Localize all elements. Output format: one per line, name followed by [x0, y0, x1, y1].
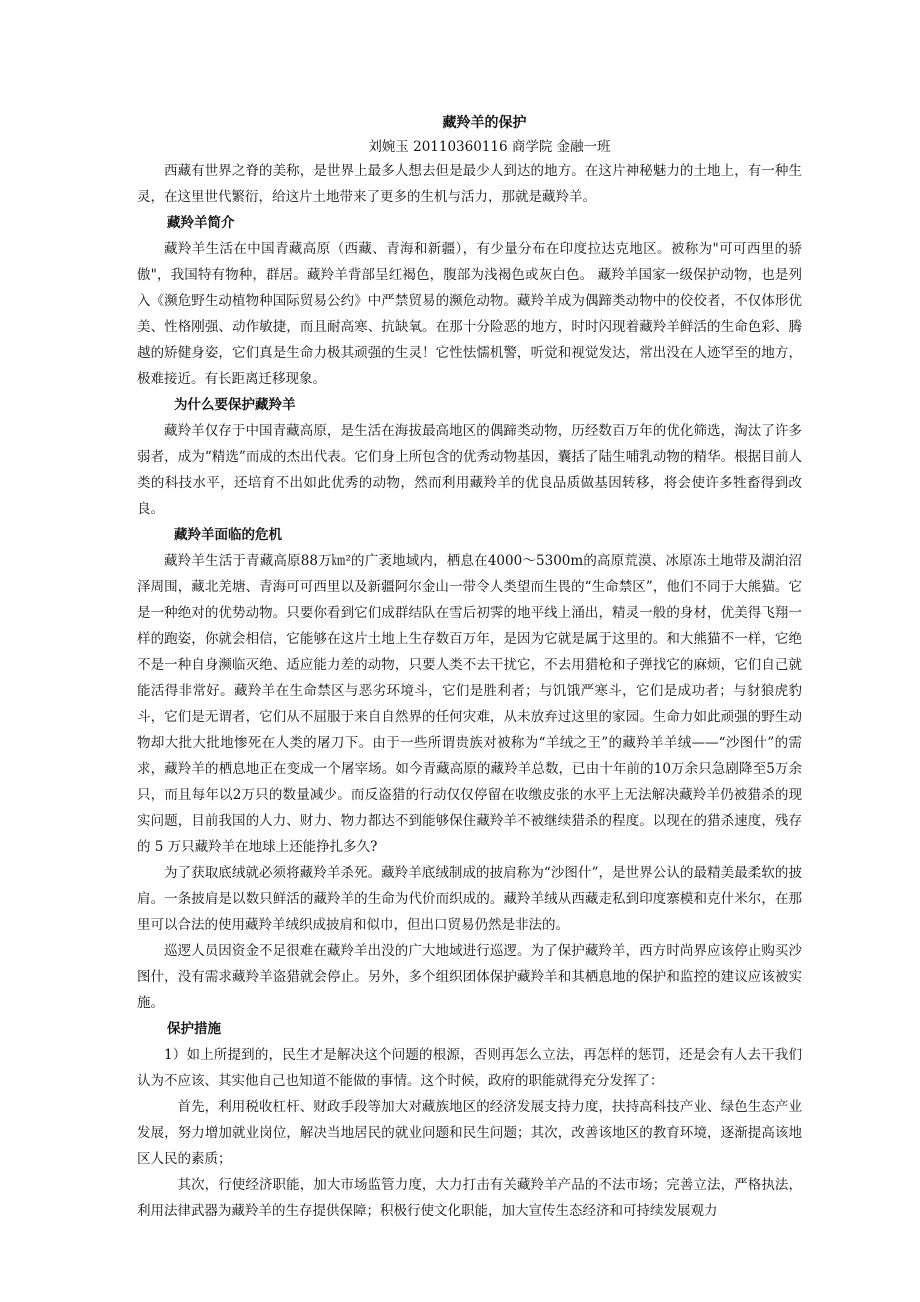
document-title: 藏羚羊的保护 — [442, 115, 527, 131]
section3-paragraph-2: 为了获取底绒就必须将藏羚羊杀死。藏羚羊底绒制成的披肩称为“沙图什”，是世界公认的最精美最柔软的披肩。一条披肩是以数只鲜活的藏羚羊的生命为代价而织成的。藏羚羊绒从西藏走私到印度寨模和克什米尔，在那里可以合法的使用藏羚羊绒织成披肩和似巾，但出口贸易仍然是非法的。 — [137, 865, 802, 933]
section-heading-intro: 藏羚羊简介 — [167, 215, 235, 231]
section-heading-crisis: 藏羚羊面临的危机 — [174, 527, 282, 543]
section-heading-measures: 保护措施 — [167, 1021, 221, 1037]
intro-paragraph: 西藏有世界之脊的美称，是世界上最多人想去但是最少人到达的地方。在这片神秘魅力的土地上，有一种生灵，在这里世代繁衍，给这片土地带来了更多的生机与活力，那就是藏羚羊。 — [137, 163, 802, 205]
section-heading-why-protect: 为什么要保护藏羚羊 — [174, 397, 296, 413]
section2-paragraph-1: 藏羚羊仅存于中国青藏高原，是生活在海拔最高地区的偶蹄类动物，历经数百万年的优化筛选，淘汰了许多弱者，成为“精选”而成的杰出代表。它们身上所包含的优秀动物基因，囊括了陆生哺乳动物的精华。根据目前人类的科技水平，还培育不出如此优秀的动物，然而利用藏羚羊的优良品质做基因转移，将会使许多牲畜得到改良。 — [137, 423, 802, 517]
section3-paragraph-1: 藏羚羊生活于青藏高原88万㎞²的广袤地域内，栖息在4000～5300m的高原荒漠、冰原冻土地带及湖泊沼泽周围，藏北羌塘、青海可可西里以及新疆阿尔金山一带令人类望而生畏的“生命禁区”，他们不同于大熊猫。它是一种绝对的优势动物。只要你看到它们成群结队在雪后初霁的地平线上涌出，精灵一般的身材，优美得飞翔一样的跑姿，你就会相信，它能够在这片土地上生存数百万年，是因为它就是属于这里的。和大熊猫不一样，它绝不是一种自身濒临灭绝、适应能力差的动物，只要人类不去干扰它，不去用猎枪和子弹找它的麻烦，它们自己就能活得非常好。藏羚羊在生命禁区与恶劣环境斗，它们是胜利者；与饥饿严寒斗，它们是成功者；与豺狼虎豹斗，它们是无谓者，它们从不屈服于来自自然界的任何灾难，从未放弃过这里的家园。生命力如此顽强的野生动物却大批大批地惨死在人类的屠刀下。由于一些所谓贵族对被称为“羊绒之王”的藏羚羊羊绒——“沙图什”的需求，藏羚羊的栖息地正在变成一个屠宰场。如今青藏高原的藏羚羊总数，已由十年前的10万余只急剧降至5万余只，而且每年以2万只的数量减少。而反盗猎的行动仅仅停留在收缴皮张的水平上无法解决藏羚羊仍被猎杀的现实问题，目前我国的人力、财力、物力都达不到能够保住藏羚羊不被继续猎杀的程度。以现在的猎杀速度，残存的 5 万只藏羚羊在地球上还能挣扎多久? — [137, 553, 802, 855]
author-line: 刘婉玉 20110360116 商学院 金融一班 — [368, 139, 611, 155]
section4-paragraph-1: 1）如上所提到的，民生才是解决这个问题的根源，否则再怎么立法，再怎样的惩罚，还是会有人去干我们认为不应该、其实他自己也知道不能做的事情。这个时候，政府的职能就得充分发挥了： — [137, 1047, 802, 1089]
section4-paragraph-3: 其次，行使经济职能，加大市场监管力度，大力打击有关藏羚羊产品的不法市场；完善立法，严格执法，利用法律武器为藏羚羊的生存提供保障；积极行使文化职能，加大宣传生态经济和可持续发展观力 — [137, 1177, 802, 1219]
section3-paragraph-3: 巡逻人员因资金不足很难在藏羚羊出没的广大地域进行巡逻。为了保护藏羚羊，西方时尚界应该停止购买沙图什，没有需求藏羚羊盗猎就会停止。另外，多个组织团体保护藏羚羊和其栖息地的保护和监控的建议应该被实施。 — [137, 943, 802, 1011]
section1-paragraph-1: 藏羚羊生活在中国青藏高原（西藏、青海和新疆），有少量分布在印度拉达克地区。被称为"可可西里的骄傲"，我国特有物种，群居。藏羚羊背部呈红褐色，腹部为浅褐色或灰白色。 藏羚羊国家一级保护动物，也是列入《濒危野生动植物种国际贸易公约》中严禁贸易的濒危动物。藏羚羊成为偶蹄类动物中的佼佼者，不仅体形优美、性格刚强、动作敏捷，而且耐高寒、抗缺氧。在那十分险恶的地方，时时闪现着藏羚羊鲜活的生命色彩、腾越的矫健身姿，它们真是生命力极其顽强的生灵！它性怯懦机警，听觉和视觉发达，常出没在人迹罕至的地方，极难接近。有长距离迁移现象。 — [137, 241, 802, 387]
section4-paragraph-2: 首先，利用税收杠杆、财政手段等加大对藏族地区的经济发展支持力度，扶持高科技产业、绿色生态产业发展，努力增加就业岗位，解决当地居民的就业问题和民生问题；其次，改善该地区的教育环境，逐渐提高该地区人民的素质； — [137, 1099, 802, 1167]
